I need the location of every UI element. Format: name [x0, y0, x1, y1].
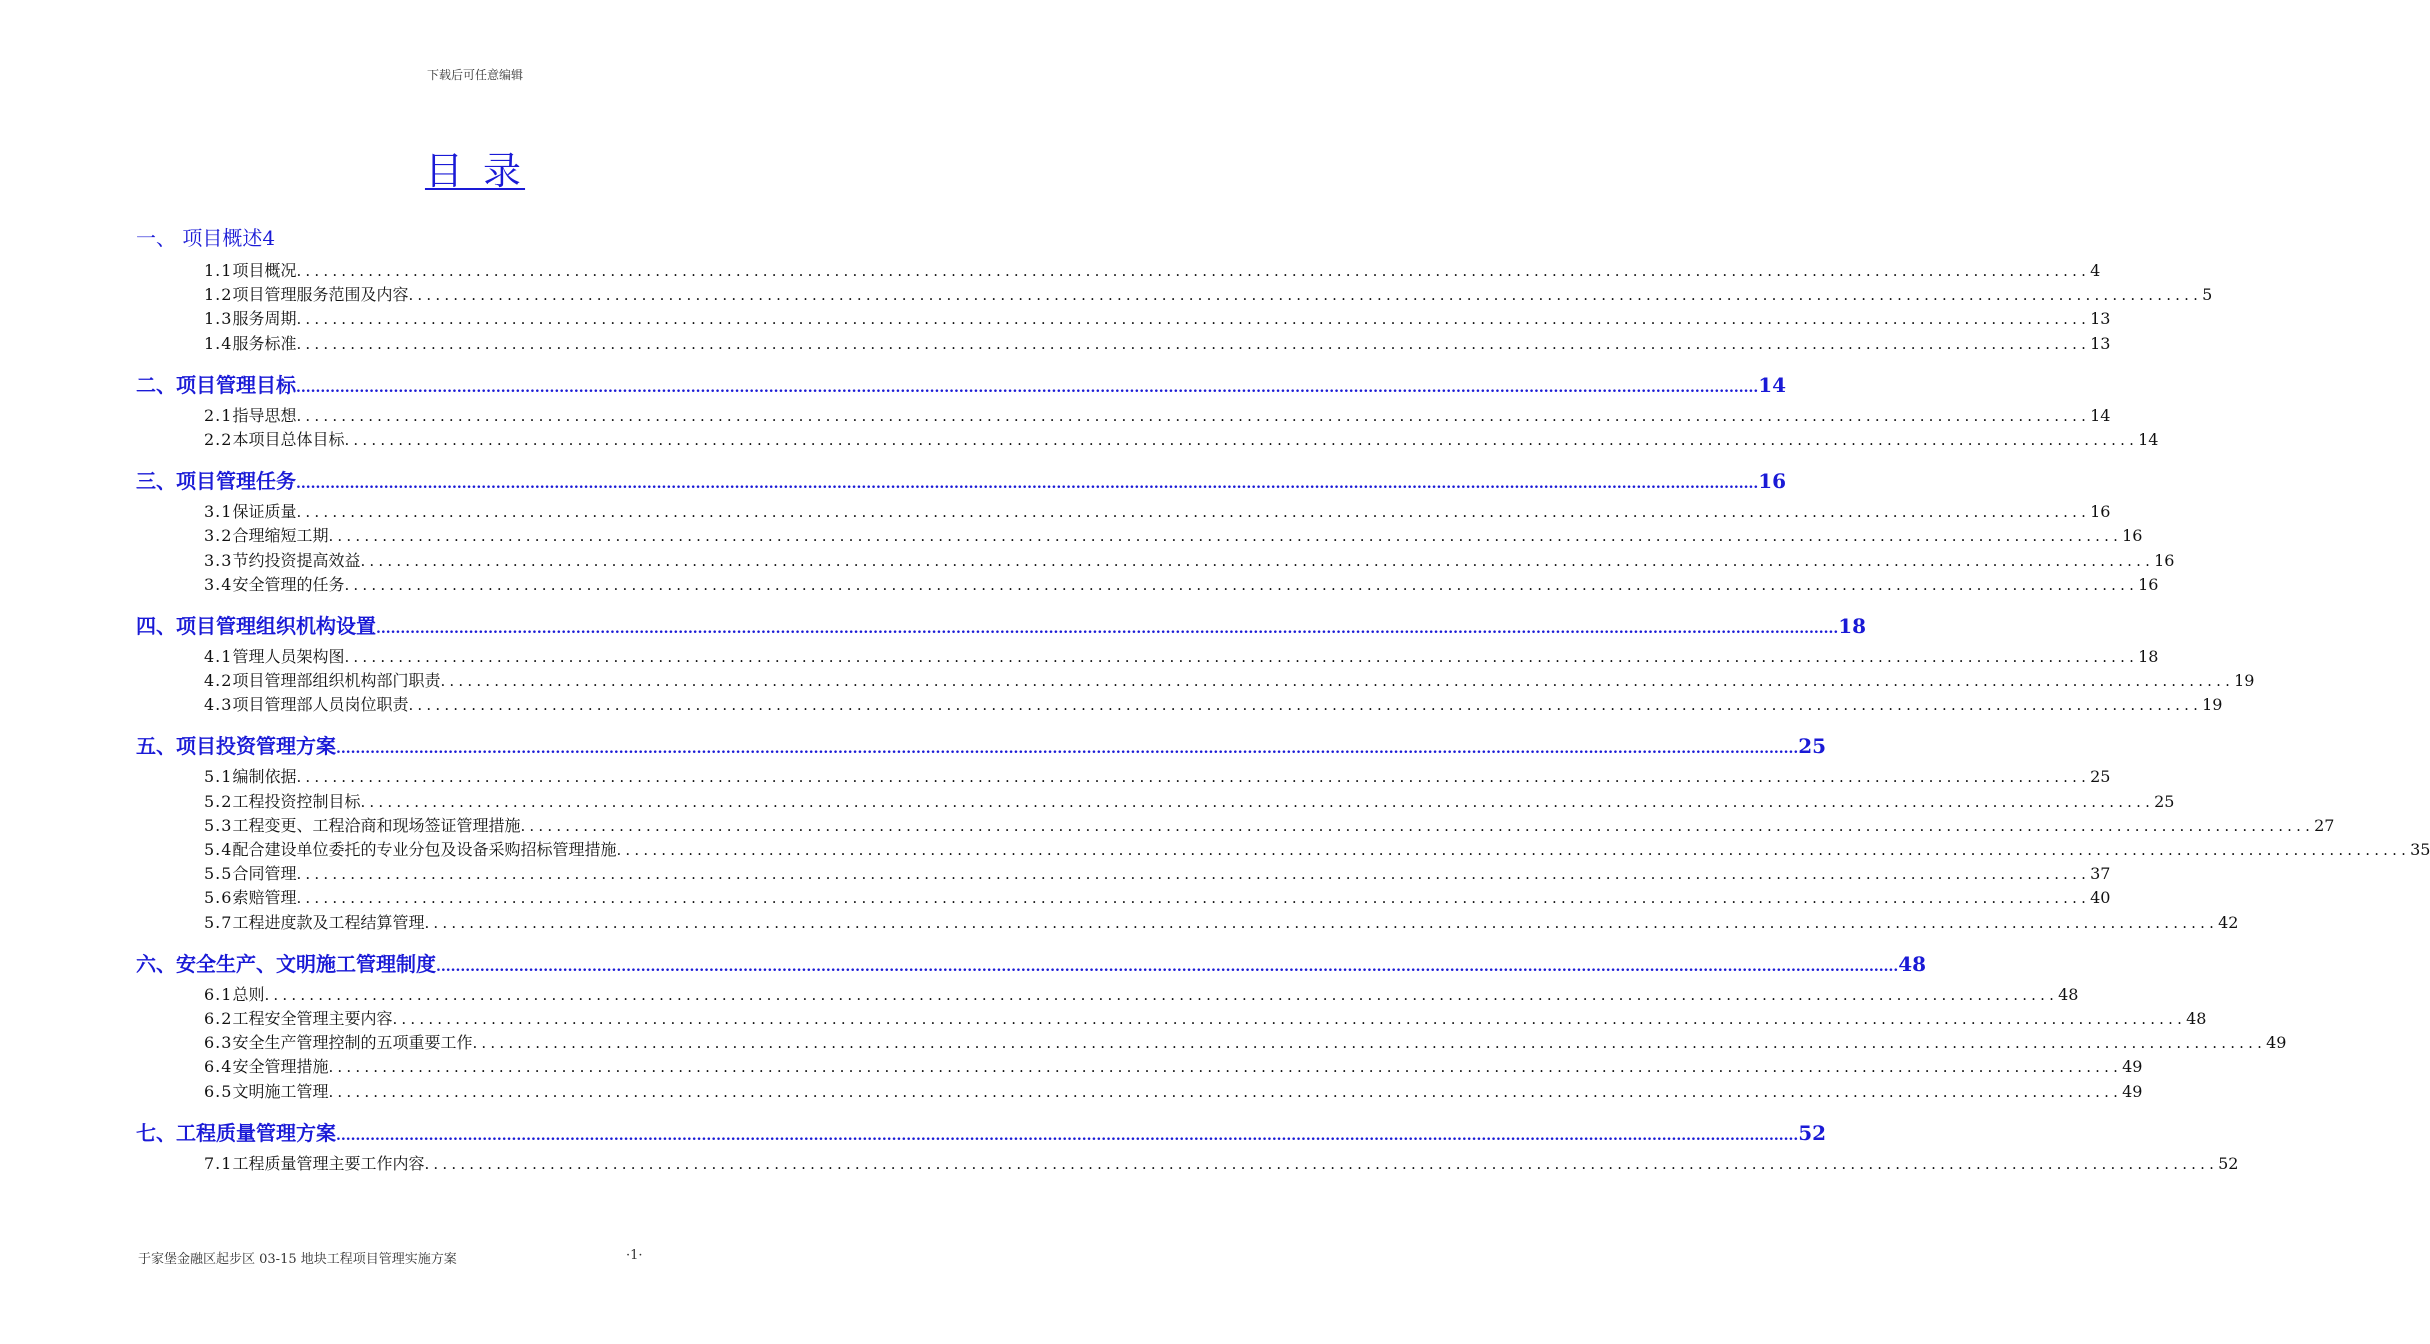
toc-item-page[interactable]: 5	[2202, 285, 2213, 305]
toc-item-leader: ........................................................................................................................................................................................................	[408, 696, 2203, 715]
toc-item-title[interactable]: 工程进度款及工程结算管理	[232, 912, 425, 932]
toc-item-page[interactable]: 37	[2090, 864, 2111, 884]
toc-item-title[interactable]: 本项目总体目标	[232, 429, 345, 449]
toc-item-page[interactable]: 35	[2410, 840, 2430, 859]
toc-item-number: 3.4	[204, 574, 233, 594]
toc-section-link[interactable]	[136, 369, 1787, 399]
toc-item-title[interactable]: 配合建设单位委托的专业分包及设备采购招标管理措施	[232, 840, 617, 859]
toc-item-leader: ........................................................................................................................................................................................................	[520, 816, 2315, 835]
toc-item-number: 1.2	[204, 285, 233, 305]
toc-item[interactable]	[204, 1079, 2143, 1103]
toc-item[interactable]	[204, 403, 2111, 427]
toc-item-number: 4.2	[204, 671, 233, 691]
toc-item[interactable]	[204, 1151, 2239, 1175]
toc-item[interactable]	[204, 668, 2255, 692]
toc-item-page[interactable]: 16	[2138, 574, 2159, 594]
footer-page-number: ·1·	[626, 1248, 643, 1263]
toc-item[interactable]	[204, 910, 2239, 934]
toc-item-page[interactable]: 14	[2138, 429, 2159, 449]
toc-item-leader: ........................................................................................................................................................................................................	[392, 1009, 2187, 1028]
toc-item-title[interactable]: 项目管理部人员岗位职责	[232, 695, 409, 715]
toc-item-list	[0, 644, 2255, 717]
toc-item-leader: ........................................................................................................................................................................................................	[344, 575, 2139, 594]
toc-item-page[interactable]: 19	[2234, 671, 2255, 691]
toc-item[interactable]	[204, 813, 2335, 837]
toc-item-page[interactable]: 16	[2154, 550, 2175, 570]
toc-item-page[interactable]: 49	[2122, 1057, 2143, 1077]
toc-item-leader: ........................................................................................................................................................................................................	[360, 792, 2155, 811]
toc-item[interactable]	[204, 644, 2159, 668]
toc-section-page[interactable]: 14	[1758, 372, 1787, 397]
toc-item[interactable]	[204, 306, 2111, 330]
toc-section-link[interactable]	[136, 222, 836, 254]
toc-section-link[interactable]	[136, 465, 1787, 495]
toc-item-leader: ........................................................................................................................................................................................................	[472, 1034, 2267, 1053]
toc-item-page[interactable]: 13	[2090, 309, 2111, 329]
toc-item-list	[0, 764, 2430, 933]
toc-item-leader: ........................................................................................................................................................................................................	[344, 430, 2139, 449]
toc-item-page[interactable]: 25	[2090, 767, 2111, 787]
toc-item-number: 4.3	[204, 695, 233, 715]
toc-item-leader: ........................................................................................................................................................................................................	[296, 865, 2091, 884]
toc-item[interactable]	[204, 499, 2111, 523]
toc-section	[0, 610, 2255, 717]
toc-item-title[interactable]: 工程变更、工程洽商和现场签证管理措施	[232, 815, 521, 835]
toc-item-list	[0, 982, 2287, 1103]
footer-document-title: 于家堡金融区起步区 03-15 地块工程项目管理实施方案	[138, 1252, 457, 1267]
toc-item-number: 5.1	[204, 767, 233, 787]
toc-item-leader: ........................................................................................................................................................................................................	[264, 985, 2059, 1004]
toc-item-page[interactable]: 18	[2138, 646, 2159, 666]
toc-item-list	[0, 403, 2159, 451]
toc-item-title[interactable]: 保证质量	[232, 502, 297, 522]
toc-section-leader: ............................................................................................................................................................................................................................................................................................................	[336, 1127, 1799, 1144]
toc-section-page[interactable]: 16	[1758, 469, 1787, 494]
toc-item-leader: ........................................................................................................................................................................................................	[424, 913, 2219, 932]
toc-item[interactable]	[204, 1054, 2143, 1078]
toc-item-number: 5.2	[204, 791, 233, 811]
toc-item-number: 6.3	[204, 1033, 233, 1053]
toc-item-number: 3.2	[204, 526, 233, 546]
toc-item-number: 6.5	[204, 1081, 233, 1101]
toc-section-leader: ............................................................................................................................................................................................................................................................................................................	[336, 741, 1799, 758]
toc-section-link[interactable]	[136, 1117, 1827, 1147]
toc-item[interactable]	[204, 692, 2223, 716]
table-of-contents	[0, 222, 2430, 1175]
toc-item[interactable]	[204, 861, 2111, 885]
toc-item-page[interactable]: 27	[2314, 815, 2335, 835]
toc-item-title[interactable]: 合同管理	[232, 864, 297, 884]
toc-item-page[interactable]: 49	[2122, 1081, 2143, 1101]
toc-item-title[interactable]: 合理缩短工期	[232, 526, 329, 546]
toc-section	[0, 1117, 2239, 1175]
toc-item-number: 1.1	[204, 261, 233, 280]
toc-item-title[interactable]: 索赔管理	[232, 888, 297, 908]
toc-item-number: 6.1	[204, 984, 233, 1004]
toc-item-leader: ........................................................................................................................................................................................................	[296, 334, 2091, 353]
toc-item[interactable]	[204, 282, 2213, 306]
toc-section-title[interactable]: 四、项目管理组织机构设置	[136, 613, 376, 638]
toc-item-leader: ........................................................................................................................................................................................................	[296, 503, 2091, 522]
toc-section-title[interactable]: 二、项目管理目标	[136, 372, 296, 397]
toc-item-number: 5.5	[204, 864, 233, 884]
toc-item-page[interactable]: 25	[2154, 791, 2175, 811]
toc-section	[0, 222, 2213, 355]
toc-section-leader: ............................................................................................................................................................................................................................................................................................................	[436, 958, 1899, 975]
toc-item-page[interactable]: 49	[2266, 1033, 2287, 1053]
toc-item-leader: ........................................................................................................................................................................................................	[328, 1082, 2123, 1101]
toc-section-link[interactable]	[136, 948, 1927, 978]
toc-item-number: 1.3	[204, 309, 233, 329]
toc-item-leader: ........................................................................................................................................................................................................	[296, 406, 2091, 425]
toc-item-list	[0, 499, 2175, 596]
toc-item-number: 2.2	[204, 429, 233, 449]
toc-item-number: 7.1	[204, 1153, 233, 1173]
toc-item-leader: ........................................................................................................................................................................................................	[296, 310, 2091, 329]
toc-item-number: 5.7	[204, 912, 233, 932]
toc-section-title[interactable]: 六、安全生产、文明施工管理制度	[136, 951, 436, 976]
toc-section-leader: ............................................................................................................................................................................................................................................................................................................	[296, 379, 1759, 396]
toc-section-leader: ............................................................................................................................................................................................................................................................................................................	[296, 476, 1759, 493]
toc-section	[0, 465, 2175, 596]
toc-item-leader: ........................................................................................................................................................................................................	[328, 527, 2123, 546]
toc-item-leader: ........................................................................................................................................................................................................	[360, 551, 2155, 570]
toc-item-number: 6.4	[204, 1057, 233, 1077]
toc-item-title[interactable]: 总则	[232, 984, 265, 1004]
toc-item-title[interactable]: 编制依据	[232, 767, 297, 787]
toc-title[interactable]	[0, 140, 950, 195]
toc-section-title[interactable]: 一、 项目概述4	[136, 226, 276, 250]
toc-item-number: 5.4	[204, 840, 233, 859]
toc-item-number: 5.3	[204, 815, 233, 835]
toc-item-title[interactable]: 服务标准	[232, 333, 297, 353]
toc-section-page[interactable]: 25	[1798, 734, 1827, 759]
toc-item-page[interactable]: 13	[2090, 333, 2111, 353]
toc-item-number: 5.6	[204, 888, 233, 908]
toc-item-leader: ........................................................................................................................................................................................................	[344, 647, 2139, 666]
toc-item-page[interactable]: 42	[2218, 912, 2239, 932]
toc-section-title[interactable]: 三、项目管理任务	[136, 469, 296, 494]
toc-section-link[interactable]	[136, 610, 1867, 640]
toc-item[interactable]	[204, 1030, 2287, 1054]
toc-item-page[interactable]: 48	[2186, 1008, 2207, 1028]
toc-item-title[interactable]: 安全管理的任务	[232, 574, 345, 594]
toc-item[interactable]	[204, 885, 2111, 909]
toc-item-title[interactable]: 文明施工管理	[232, 1081, 329, 1101]
toc-item-title[interactable]: 工程安全管理主要内容	[232, 1008, 393, 1028]
toc-item[interactable]	[204, 523, 2143, 547]
toc-section	[0, 730, 2430, 933]
toc-section-page[interactable]: 48	[1898, 951, 1927, 976]
toc-item-title[interactable]: 工程质量管理主要工作内容	[232, 1153, 425, 1173]
toc-item-number: 2.1	[204, 405, 233, 425]
toc-section-link[interactable]	[136, 730, 1827, 760]
toc-item-title[interactable]: 项目概况	[232, 261, 297, 280]
toc-item-page[interactable]: 52	[2218, 1153, 2239, 1173]
toc-item[interactable]	[204, 982, 2079, 1006]
toc-item-leader: ........................................................................................................................................................................................................	[296, 889, 2091, 908]
toc-section-title[interactable]: 五、项目投资管理方案	[136, 734, 336, 759]
toc-item-title[interactable]: 管理人员架构图	[232, 646, 345, 666]
toc-item-leader: ........................................................................................................................................................................................................	[328, 1058, 2123, 1077]
toc-item[interactable]	[204, 1006, 2207, 1030]
toc-item-leader: ........................................................................................................................................................................................................	[616, 841, 2411, 859]
toc-item-title[interactable]: 服务周期	[232, 309, 297, 329]
toc-item-page[interactable]: 48	[2058, 984, 2079, 1004]
toc-item[interactable]	[204, 789, 2175, 813]
toc-item[interactable]	[204, 764, 2111, 788]
toc-item-number: 6.2	[204, 1008, 233, 1028]
toc-item[interactable]	[204, 427, 2159, 451]
toc-item-title[interactable]: 项目管理服务范围及内容	[232, 285, 409, 305]
toc-section-page[interactable]: 18	[1838, 613, 1867, 638]
toc-item-title[interactable]: 指导思想	[232, 405, 297, 425]
toc-item-number: 4.1	[204, 646, 233, 666]
toc-item-title[interactable]: 安全管理措施	[232, 1057, 329, 1077]
toc-section-leader: ............................................................................................................................................................................................................................................................................................................	[376, 620, 1839, 637]
toc-item-title[interactable]: 工程投资控制目标	[232, 791, 361, 811]
toc-section	[0, 948, 2287, 1103]
toc-item-leader: ........................................................................................................................................................................................................	[408, 286, 2203, 305]
toc-item[interactable]	[204, 572, 2159, 596]
toc-item-title[interactable]: 安全生产管理控制的五项重要工作	[232, 1033, 473, 1053]
toc-item-page[interactable]: 19	[2202, 695, 2223, 715]
toc-section-title[interactable]: 七、工程质量管理方案	[136, 1120, 336, 1145]
toc-item[interactable]	[204, 548, 2175, 572]
toc-item-leader: ........................................................................................................................................................................................................	[440, 672, 2235, 691]
toc-item[interactable]	[204, 837, 2430, 861]
toc-item-number: 3.3	[204, 550, 233, 570]
toc-item-list	[0, 258, 2213, 355]
toc-title-text[interactable]: 目 录	[424, 149, 526, 193]
toc-section	[0, 369, 2159, 451]
toc-item-title[interactable]: 项目管理部组织机构部门职责	[232, 671, 441, 691]
toc-item-page[interactable]: 4	[2090, 261, 2101, 280]
toc-item-leader: ........................................................................................................................................................................................................	[296, 262, 2091, 280]
toc-item-page[interactable]: 16	[2122, 526, 2143, 546]
toc-item-number: 1.4	[204, 333, 233, 353]
toc-item-leader: ........................................................................................................................................................................................................	[424, 1154, 2219, 1173]
toc-item-leader: ........................................................................................................................................................................................................	[296, 768, 2091, 787]
toc-item[interactable]	[204, 258, 2101, 282]
toc-item[interactable]	[204, 331, 2111, 355]
header-note: 下载后可任意编辑	[426, 68, 523, 82]
toc-item-page[interactable]: 14	[2090, 405, 2111, 425]
toc-item-title[interactable]: 节约投资提高效益	[232, 550, 361, 570]
toc-item-number: 3.1	[204, 502, 233, 522]
toc-section-page[interactable]: 52	[1798, 1120, 1827, 1145]
toc-item-page[interactable]: 16	[2090, 502, 2111, 522]
toc-item-page[interactable]: 40	[2090, 888, 2111, 908]
toc-item-list	[0, 1151, 2239, 1175]
